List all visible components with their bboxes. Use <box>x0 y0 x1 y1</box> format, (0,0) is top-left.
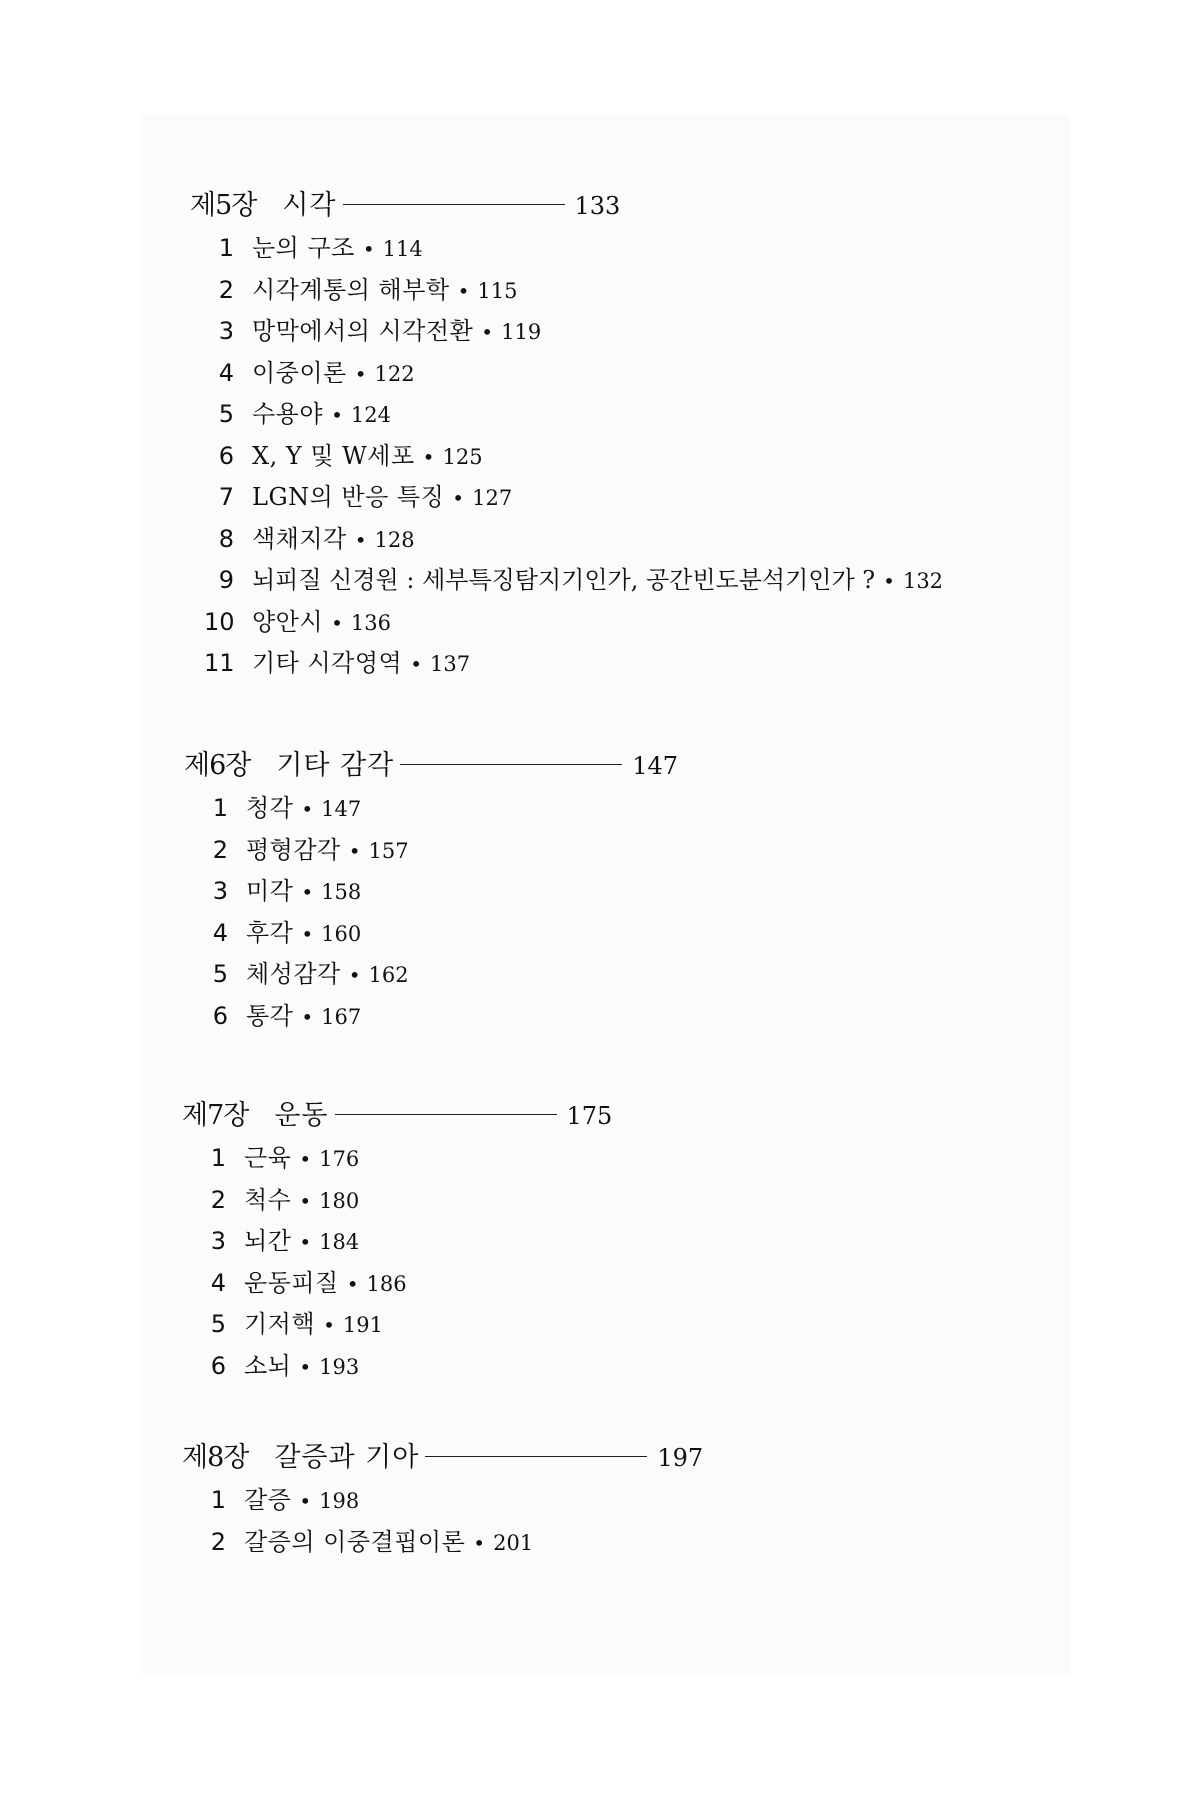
section-number: 2 <box>212 835 228 864</box>
chapter-5 <box>190 180 1200 685</box>
section-title: 기저핵 <box>244 1310 316 1338</box>
section-page: 147 <box>321 797 362 821</box>
section-number: 10 <box>204 607 235 636</box>
section-title: 근육 <box>244 1144 292 1172</box>
bullet-dot: • <box>299 1147 312 1171</box>
section-page: 184 <box>319 1230 360 1254</box>
bullet-dot: • <box>299 1188 312 1213</box>
section-number: 8 <box>218 524 234 553</box>
section-item[interactable] <box>210 871 1200 913</box>
section-number: 4 <box>218 358 234 387</box>
section-page: 132 <box>902 569 944 593</box>
section-item[interactable] <box>216 270 1200 312</box>
section-title: 시각계통의 해부학 <box>252 275 450 304</box>
chapter-heading[interactable] <box>184 740 1200 784</box>
chapter-title: 기타 감각 <box>276 749 395 781</box>
bullet-dot: • <box>331 403 343 427</box>
section-number: 1 <box>218 234 234 262</box>
section-item[interactable] <box>210 788 1200 830</box>
section-page: 160 <box>321 921 362 946</box>
bullet-dot: • <box>299 1489 312 1513</box>
section-title: 눈의 구조 <box>252 234 355 262</box>
section-item[interactable] <box>216 560 1200 602</box>
section-title: 소뇌 <box>244 1351 292 1380</box>
section-item[interactable] <box>216 353 1200 395</box>
section-item[interactable] <box>208 1221 1200 1263</box>
chapter-number: 제7장 <box>182 1099 249 1131</box>
bullet-dot: • <box>457 278 470 303</box>
section-title: 수용야 <box>252 400 324 428</box>
section-number: 9 <box>218 566 234 594</box>
section-page: 193 <box>319 1354 360 1379</box>
chapter-6 <box>184 740 1200 1037</box>
section-title: 뇌피질 신경원 : 세부특징탐지기인가, 공간빈도분석기인가 ? <box>252 566 876 594</box>
bullet-dot: • <box>452 486 465 510</box>
section-title: 갈증 <box>244 1486 292 1514</box>
section-title: 청각 <box>246 794 294 822</box>
chapter-title: 운동 <box>274 1099 329 1131</box>
bullet-dot: • <box>362 237 375 261</box>
section-item[interactable] <box>208 1522 1200 1564</box>
section-item[interactable] <box>216 436 1200 478</box>
section-page: 198 <box>319 1489 360 1513</box>
section-title: X, Y 및 W세포 <box>252 441 415 470</box>
section-number: 5 <box>210 1310 226 1338</box>
section-item[interactable] <box>210 913 1200 955</box>
section-item[interactable] <box>216 477 1200 519</box>
section-number: 5 <box>218 400 234 428</box>
section-number: 11 <box>204 649 235 677</box>
section-number: 7 <box>218 483 234 511</box>
section-item[interactable] <box>204 643 1200 685</box>
section-number: 6 <box>212 1001 228 1030</box>
section-title: 망막에서의 시각전환 <box>252 317 474 345</box>
bullet-dot: • <box>301 880 314 904</box>
chapter-8 <box>182 1432 1200 1563</box>
section-page: 201 <box>493 1530 534 1555</box>
section-item[interactable] <box>208 1180 1200 1222</box>
bullet-dot: • <box>422 444 435 469</box>
section-title: 통각 <box>246 1001 294 1030</box>
section-title: 미각 <box>246 877 294 905</box>
section-title: 운동피질 <box>244 1268 339 1297</box>
section-number: 1 <box>210 1144 226 1172</box>
bullet-dot: • <box>348 963 361 987</box>
bullet-dot: • <box>301 797 314 821</box>
section-item[interactable] <box>210 996 1200 1038</box>
section-page: 180 <box>319 1188 360 1213</box>
section-title: LGN의 반응 특징 <box>252 483 445 511</box>
section-number: 2 <box>210 1527 226 1556</box>
bullet-dot: • <box>348 838 361 863</box>
section-item[interactable] <box>208 1138 1200 1180</box>
section-page: 122 <box>374 361 415 386</box>
leader-rule <box>425 1456 647 1457</box>
bullet-dot: • <box>301 1004 314 1029</box>
section-title: 뇌간 <box>244 1227 292 1255</box>
chapter-heading[interactable] <box>190 180 1200 224</box>
chapter-heading[interactable] <box>182 1090 1200 1134</box>
section-title: 척수 <box>244 1185 292 1214</box>
section-page: 124 <box>350 403 391 427</box>
section-item[interactable] <box>216 311 1200 353</box>
bullet-dot: • <box>473 1530 486 1555</box>
section-item[interactable] <box>208 1480 1200 1522</box>
section-title: 색채지각 <box>252 524 347 553</box>
chapter-number: 제6장 <box>184 749 251 781</box>
section-item[interactable] <box>210 954 1200 996</box>
bullet-dot: • <box>299 1230 312 1254</box>
section-list <box>204 228 1200 685</box>
section-page: 127 <box>472 486 513 510</box>
section-number: 5 <box>212 960 228 988</box>
bullet-dot: • <box>301 921 314 946</box>
section-title: 후각 <box>246 918 294 947</box>
section-page: 137 <box>430 652 471 676</box>
leader-rule <box>400 764 622 765</box>
leader-rule <box>335 1114 557 1115</box>
section-page: 186 <box>366 1271 407 1296</box>
section-item[interactable] <box>208 1304 1200 1346</box>
section-number: 4 <box>212 918 228 947</box>
section-page: 162 <box>368 963 409 987</box>
chapter-page: 175 <box>566 1102 613 1130</box>
section-list <box>210 788 1200 1037</box>
section-number: 3 <box>210 1227 226 1255</box>
section-page: 115 <box>477 278 518 303</box>
section-number: 6 <box>218 441 234 470</box>
leader-rule <box>343 204 565 205</box>
section-page: 125 <box>442 444 483 469</box>
section-item[interactable] <box>208 1346 1200 1388</box>
chapter-page: 133 <box>574 192 621 220</box>
chapter-number: 제8장 <box>182 1441 249 1473</box>
section-number: 1 <box>212 794 228 822</box>
chapter-page: 197 <box>657 1444 704 1472</box>
section-item[interactable] <box>216 228 1200 270</box>
section-number: 4 <box>210 1268 226 1297</box>
section-item[interactable] <box>216 519 1200 561</box>
bullet-dot: • <box>299 1354 312 1379</box>
section-page: 136 <box>350 610 391 635</box>
section-title: 갈증의 이중결핍이론 <box>244 1527 466 1556</box>
section-page: 114 <box>382 237 423 261</box>
section-item[interactable] <box>204 602 1200 644</box>
chapter-title: 시각 <box>282 189 337 221</box>
chapter-title: 갈증과 기아 <box>274 1441 420 1473</box>
section-page: 191 <box>342 1313 383 1337</box>
section-list <box>208 1480 1200 1563</box>
section-page: 176 <box>319 1147 360 1171</box>
section-item[interactable] <box>216 394 1200 436</box>
chapter-7 <box>182 1090 1200 1387</box>
section-page: 119 <box>501 320 542 344</box>
section-title: 체성감각 <box>246 960 341 988</box>
section-number: 6 <box>210 1351 226 1380</box>
section-number: 2 <box>218 275 234 304</box>
section-number: 2 <box>210 1185 226 1214</box>
bullet-dot: • <box>354 361 367 386</box>
chapter-page: 147 <box>632 752 679 780</box>
bullet-dot: • <box>481 320 494 344</box>
bullet-dot: • <box>346 1271 359 1296</box>
section-title: 평형감각 <box>246 835 341 864</box>
section-number: 1 <box>210 1486 226 1514</box>
bullet-dot: • <box>883 569 895 593</box>
section-title: 양안시 <box>252 607 324 636</box>
section-title: 기타 시각영역 <box>252 649 403 677</box>
bullet-dot: • <box>410 652 423 676</box>
section-item[interactable] <box>210 830 1200 872</box>
section-page: 167 <box>321 1004 362 1029</box>
section-title: 이중이론 <box>252 358 347 387</box>
section-page: 128 <box>374 527 415 552</box>
chapter-heading[interactable] <box>182 1432 1200 1476</box>
section-number: 3 <box>212 877 228 905</box>
bullet-dot: • <box>331 610 343 635</box>
chapter-number: 제5장 <box>190 189 257 221</box>
section-item[interactable] <box>208 1263 1200 1305</box>
section-list <box>208 1138 1200 1387</box>
section-page: 157 <box>368 838 409 863</box>
section-number: 3 <box>218 317 234 345</box>
bullet-dot: • <box>354 527 367 552</box>
section-page: 158 <box>321 880 362 904</box>
bullet-dot: • <box>323 1313 335 1337</box>
